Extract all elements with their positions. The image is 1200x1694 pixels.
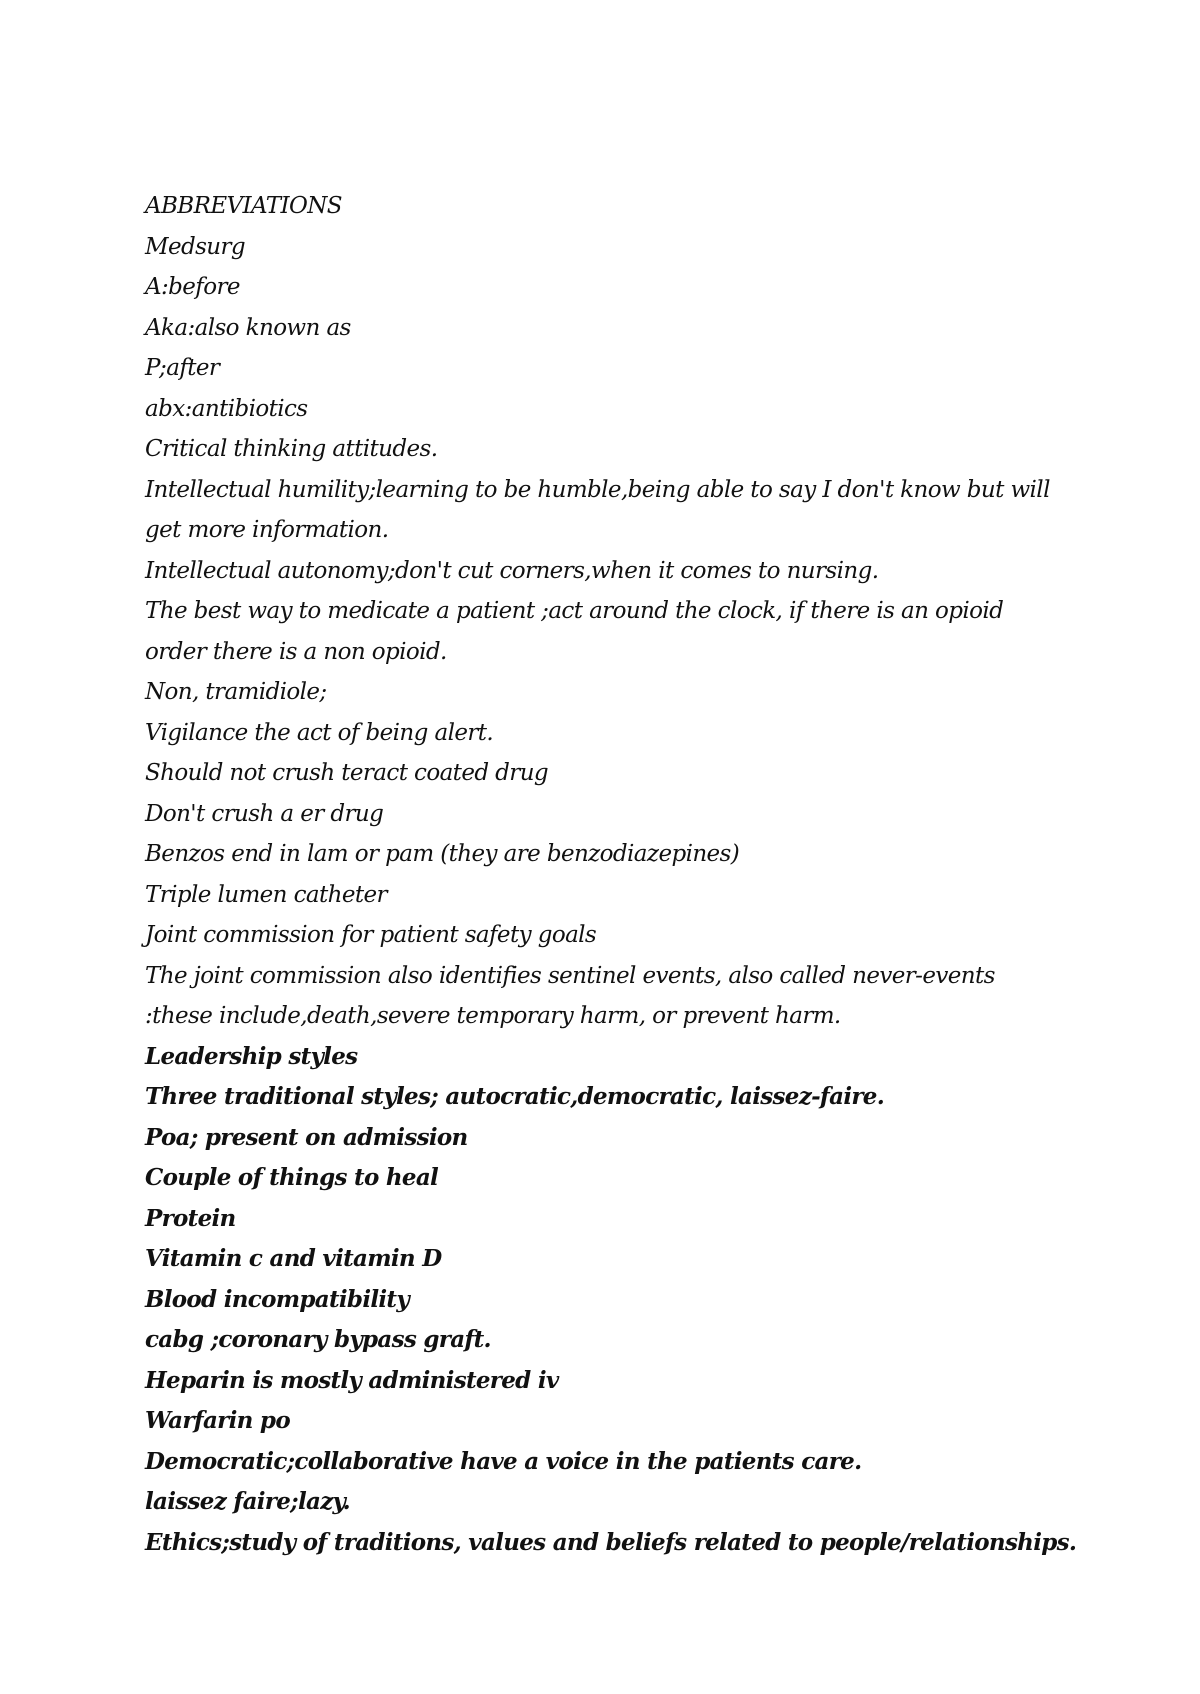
- text-line: :these include,death,severe temporary harm, or prevent harm.: [145, 1003, 841, 1029]
- text-line: order there is a non opioid.: [145, 638, 447, 665]
- text-line: Don't crush a er drug: [145, 800, 384, 827]
- text-line: Non, tramidiole;: [145, 679, 327, 705]
- text-line: Benzos end in lam or pam (they are benzodiazepines): [145, 841, 740, 867]
- text-line: The joint commission also identifies sentinel events, also called never-events: [145, 962, 995, 989]
- text-line: Vitamin c and vitamin D: [145, 1245, 442, 1272]
- text-line: Protein: [145, 1204, 236, 1232]
- text-line: Intellectual autonomy;don't cut corners,when it comes to nursing.: [145, 557, 879, 584]
- text-line: Three traditional styles; autocratic,democratic, laissez-faire.: [145, 1083, 885, 1110]
- text-line: Triple lumen catheter: [145, 881, 387, 908]
- text-line: P;after: [145, 355, 220, 381]
- text-line: Critical thinking attitudes.: [145, 436, 438, 462]
- text-line: cabg ;coronary bypass graft.: [145, 1326, 491, 1353]
- text-line: abx:antibiotics: [145, 395, 308, 422]
- text-line: Blood incompatibility: [145, 1285, 410, 1313]
- document-body: [145, 186, 1145, 1563]
- text-line: Joint commission for patient safety goals: [145, 922, 597, 948]
- text-line: laissez faire;lazy.: [145, 1488, 350, 1515]
- text-line: Aka:also known as: [145, 314, 351, 341]
- text-line: Couple of things to heal: [145, 1164, 439, 1191]
- text-line: Warfarin po: [145, 1407, 290, 1434]
- text-line: Heparin is mostly administered iv: [145, 1366, 559, 1394]
- text-line: Vigilance the act of being alert.: [145, 719, 494, 746]
- text-line: get more information.: [145, 517, 389, 543]
- text-line: ABBREVIATIONS: [145, 193, 342, 219]
- text-line: Ethics;study of traditions, values and beliefs related to people/relationships.: [145, 1528, 1077, 1556]
- text-line: A:before: [145, 274, 240, 300]
- text-line: Democratic;collaborative have a voice in the patients care.: [145, 1447, 862, 1475]
- text-line: Leadership styles: [145, 1042, 358, 1070]
- text-line: Poa; present on admission: [145, 1123, 468, 1151]
- text-line: Should not crush teract coated drug: [145, 760, 549, 786]
- text-line: The best way to medicate a patient ;act around the clock, if there is an opioid: [145, 598, 1004, 624]
- text-line: Intellectual humility;learning to be humble,being able to say I don't know but will: [145, 476, 1050, 503]
- text-line: Medsurg: [145, 233, 246, 260]
